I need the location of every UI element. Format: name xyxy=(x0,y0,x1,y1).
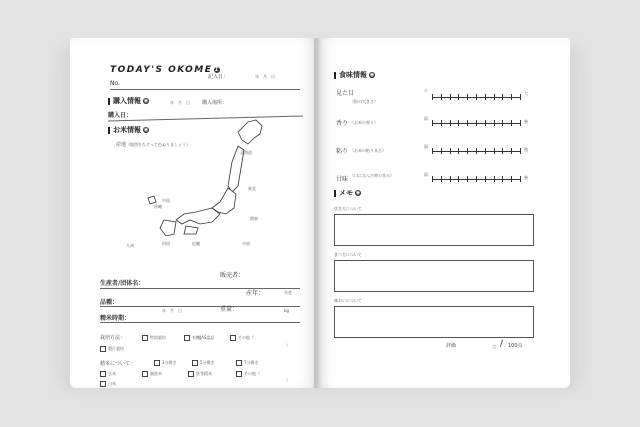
scale-tick xyxy=(511,120,512,126)
checkbox[interactable] xyxy=(236,360,242,366)
header-mark xyxy=(108,98,110,105)
rating-slash: / xyxy=(500,339,504,349)
scale-tick xyxy=(432,120,433,126)
polish-option-7[interactable] xyxy=(236,371,260,377)
scale-tick xyxy=(494,94,495,100)
producer-label: 生産者/団体名： xyxy=(100,280,145,287)
purchase-date-label: 購入日： xyxy=(108,112,133,119)
memo-box-flavor[interactable] xyxy=(334,306,534,338)
memo-label-eating: 食べ方について xyxy=(334,252,362,257)
origin-label: 産地 xyxy=(116,142,127,148)
okinawa-label: 沖縄 xyxy=(154,204,162,209)
scale-tick xyxy=(467,148,468,154)
polish-close: ） xyxy=(286,378,290,383)
scale-tick xyxy=(467,176,468,182)
scale-tick xyxy=(520,176,521,182)
memo-header-text: メモ xyxy=(339,189,353,197)
region-label-hokkaido: 北海道 xyxy=(240,150,252,155)
scale-tick xyxy=(476,120,477,126)
variety-label: 品種： xyxy=(100,299,119,306)
scale-tick xyxy=(511,94,512,100)
scale-tick xyxy=(441,120,442,126)
polish-option-8[interactable] xyxy=(100,381,116,387)
taste-header-text: 食味情報 xyxy=(339,71,367,79)
scale-right-stickiness: 強 xyxy=(524,147,528,152)
scale-tick xyxy=(450,176,451,182)
option-text: 白米 xyxy=(108,381,116,386)
scale-tick xyxy=(450,120,451,126)
scale-right-appearance: 大 xyxy=(524,91,528,96)
rice-icon: ◉ xyxy=(143,98,149,104)
scale-right-sweetness: 強 xyxy=(524,175,528,180)
entry-date-units: 年 月 日 xyxy=(255,74,275,79)
origin-hint: （地図をなぞって色ぬりましょう） xyxy=(126,142,190,147)
scale-tick xyxy=(485,176,486,182)
polish-option-3[interactable] xyxy=(236,360,259,366)
seller-label: 販売者： xyxy=(220,272,245,279)
no-line xyxy=(110,89,300,90)
region-label-kyushu: 九州 xyxy=(126,243,134,248)
option-text: 7分搗き xyxy=(244,360,259,365)
scale-tick xyxy=(432,148,433,154)
option-text: 無洗米 xyxy=(150,371,162,376)
scale-tick xyxy=(502,148,503,154)
scale-tick xyxy=(476,176,477,182)
method-option-2[interactable] xyxy=(184,335,214,341)
checkbox[interactable] xyxy=(230,335,236,341)
scale-tick xyxy=(467,94,468,100)
scale-hint-appearance: （粒の大きさ） xyxy=(350,99,378,104)
rating-label: 評価 xyxy=(446,343,457,349)
scale-left-aroma: 弱 xyxy=(424,116,428,121)
scale-tick xyxy=(485,94,486,100)
polish-option-5[interactable] xyxy=(142,371,162,377)
purchase-header-text: 購入情報 xyxy=(113,97,141,105)
no-label: No. xyxy=(110,80,120,87)
option-text: 特別栽培 xyxy=(150,335,166,340)
rice-icon: ◉ xyxy=(143,127,149,133)
scale-tick xyxy=(494,120,495,126)
scale-hint-sweetness: （口に含んだ時の甘み） xyxy=(350,173,394,178)
scale-tick xyxy=(494,176,495,182)
rating-point-unit: 点 xyxy=(492,344,496,349)
polish-date-label: 精米時期： xyxy=(100,315,131,322)
option-text: 3分搗き xyxy=(162,360,177,365)
memo-label-flavor: 味わいについて xyxy=(334,298,362,303)
region-label-kanto: 関東 xyxy=(250,216,258,221)
scale-tick xyxy=(441,94,442,100)
japan-map xyxy=(120,116,270,236)
checkbox[interactable] xyxy=(142,371,148,377)
polish-label: 精米について： xyxy=(100,361,135,367)
option-text: 有機JAS認証 xyxy=(192,335,215,340)
method-close: ） xyxy=(286,343,290,348)
purchase-header xyxy=(108,96,149,106)
checkbox[interactable] xyxy=(100,371,106,377)
title-badge: 1 xyxy=(214,66,220,73)
scale-right-aroma: 強 xyxy=(524,119,528,124)
scale-tick xyxy=(494,148,495,154)
map-kanto-chubu xyxy=(212,188,236,214)
option-text: 胚芽精米 xyxy=(196,371,212,376)
rice-icon: ◉ xyxy=(355,190,361,196)
scale-tick xyxy=(476,148,477,154)
page-title xyxy=(110,65,220,75)
scale-tick xyxy=(520,120,521,126)
variety-line xyxy=(100,306,300,307)
scale-tick xyxy=(485,120,486,126)
scale-tick xyxy=(502,120,503,126)
scale-tick xyxy=(441,176,442,182)
checkbox[interactable] xyxy=(100,381,106,387)
region-label-kinki: 近畿 xyxy=(192,241,200,246)
scale-tick xyxy=(458,94,459,100)
scale-tick xyxy=(485,148,486,154)
header-mark xyxy=(334,190,336,197)
scale-label-stickiness: 粘り xyxy=(336,148,349,155)
checkbox[interactable] xyxy=(100,346,106,352)
memo-box-cooking[interactable] xyxy=(334,214,534,246)
scale-tick xyxy=(502,94,503,100)
scale-tick xyxy=(467,120,468,126)
header-mark xyxy=(334,72,336,79)
option-text: 玄米 xyxy=(108,371,116,376)
left-page xyxy=(70,38,318,388)
method-option-4[interactable] xyxy=(100,346,124,352)
polish-option-6[interactable] xyxy=(188,371,212,377)
region-label-tohoku: 東北 xyxy=(248,186,256,191)
purchase-date-units: 年 月 日 xyxy=(170,100,190,105)
scale-tick xyxy=(450,94,451,100)
polish-date-line xyxy=(100,322,300,323)
scale-tick xyxy=(450,148,451,154)
producer-line xyxy=(100,288,300,289)
scale-hint-aroma: （お米の香り） xyxy=(350,120,378,125)
scale-left-stickiness: 弱 xyxy=(424,144,428,149)
option-text: その他（ xyxy=(244,371,260,376)
polish-option-1[interactable] xyxy=(154,360,177,366)
checkbox[interactable] xyxy=(188,371,194,377)
entry-date-label: 記入日： xyxy=(208,74,229,80)
region-label-shikoku: 四国 xyxy=(162,241,170,246)
region-label-chubu: 中部 xyxy=(242,241,250,246)
scale-left-appearance: 小 xyxy=(424,88,428,93)
scale-tick xyxy=(520,94,521,100)
year-label: 産年： xyxy=(246,290,265,297)
checkbox[interactable] xyxy=(154,360,160,366)
book-spine xyxy=(314,38,322,388)
rice-icon: ◉ xyxy=(369,72,375,78)
scale-label-sweetness: 甘味 xyxy=(336,176,349,183)
map-kinki-chugoku xyxy=(176,208,220,224)
scale-left-sweetness: 弱 xyxy=(424,172,428,177)
polish-option-4[interactable] xyxy=(100,371,116,377)
weight-label: 重量： xyxy=(220,306,239,313)
checkbox[interactable] xyxy=(236,371,242,377)
map-kyushu xyxy=(160,220,176,236)
map-shikoku xyxy=(184,226,198,234)
memo-label-cooking: 炊き方について xyxy=(334,206,362,211)
scale-label-appearance: 見た目 xyxy=(336,90,355,97)
polish-option-2[interactable] xyxy=(192,360,215,366)
scale-hint-stickiness: （お米の粘り具合） xyxy=(350,148,386,153)
scale-tick xyxy=(441,148,442,154)
memo-box-eating[interactable] xyxy=(334,260,534,292)
checkbox[interactable] xyxy=(142,335,148,341)
method-label: 栽培方法： xyxy=(100,335,126,341)
option-text: 5分搗き xyxy=(200,360,215,365)
map-okinawa xyxy=(148,196,156,204)
region-label-chugoku: 中国 xyxy=(162,198,170,203)
scale-tick xyxy=(458,148,459,154)
year-unit: 年産 xyxy=(284,290,292,295)
scale-tick xyxy=(511,148,512,154)
scale-tick xyxy=(502,176,503,182)
scale-tick xyxy=(432,94,433,100)
scale-tick xyxy=(458,120,459,126)
taste-header xyxy=(334,70,375,80)
scale-tick xyxy=(458,176,459,182)
polish-date-units: 年 月 日 xyxy=(162,308,182,313)
scale-tick xyxy=(476,94,477,100)
method-option-3[interactable] xyxy=(230,335,254,341)
taste-scales xyxy=(336,88,536,208)
right-page xyxy=(318,38,570,388)
header-mark xyxy=(108,127,110,134)
method-option-1[interactable] xyxy=(142,335,166,341)
scale-tick xyxy=(520,148,521,154)
rice-header-text: お米情報 xyxy=(113,126,141,134)
memo-header xyxy=(334,188,361,198)
map-hokkaido xyxy=(238,120,262,144)
checkbox[interactable] xyxy=(192,360,198,366)
purchase-place-label: 購入場所： xyxy=(202,100,228,106)
option-text: その他（ xyxy=(238,335,254,340)
title-text: TODAY'S OKOME xyxy=(110,65,213,75)
weight-unit: kg xyxy=(284,308,289,313)
scale-tick xyxy=(432,176,433,182)
scale-label-aroma: 香り xyxy=(336,120,349,127)
option-text: 慣行栽培 xyxy=(108,346,124,351)
rating-max: 100点 xyxy=(508,343,523,349)
checkbox[interactable] xyxy=(184,335,190,341)
scale-tick xyxy=(511,176,512,182)
